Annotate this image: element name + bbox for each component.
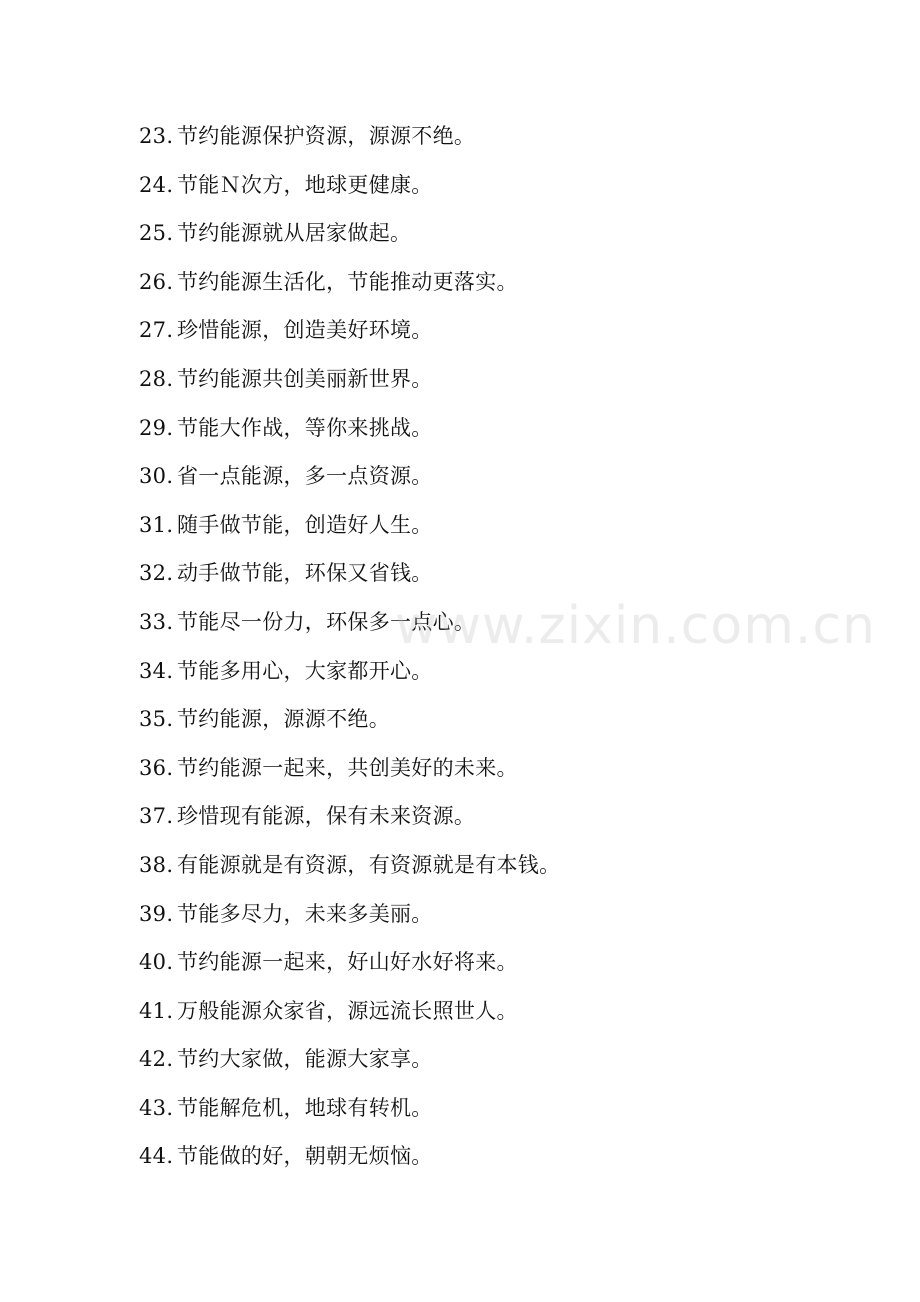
item-text: 节能尽一份力，环保多一点心。 bbox=[177, 609, 476, 634]
item-text: 节能解危机，地球有转机。 bbox=[177, 1095, 433, 1120]
item-text: 节能做的好，朝朝无烦恼。 bbox=[177, 1144, 433, 1169]
item-text: 节能多用心，大家都开心。 bbox=[177, 658, 433, 683]
item-number: 28. bbox=[139, 366, 174, 391]
item-text: 节约能源保护资源，源源不绝。 bbox=[177, 124, 476, 148]
list-item bbox=[139, 505, 560, 554]
list-item bbox=[139, 1088, 560, 1137]
item-text: 有能源就是有资源，有资源就是有本钱。 bbox=[177, 852, 561, 877]
list-item bbox=[139, 602, 560, 651]
list-item bbox=[139, 748, 560, 797]
item-number: 35. bbox=[139, 707, 174, 732]
item-text: 节约大家做，能源大家享。 bbox=[177, 1047, 433, 1072]
list-item bbox=[139, 310, 560, 359]
list-item bbox=[139, 651, 560, 700]
item-number: 29. bbox=[139, 415, 174, 440]
slogan-list bbox=[139, 116, 560, 1185]
list-item bbox=[139, 845, 560, 894]
list-item bbox=[139, 262, 560, 311]
list-item bbox=[139, 942, 560, 991]
item-number: 40. bbox=[139, 950, 174, 975]
item-number: 24. bbox=[139, 172, 174, 197]
item-number: 34. bbox=[139, 658, 174, 683]
list-item bbox=[139, 699, 560, 748]
item-number: 39. bbox=[139, 901, 174, 926]
item-number: 32. bbox=[139, 561, 174, 586]
item-text: 珍惜能源，创造美好环境。 bbox=[177, 318, 433, 343]
item-number: 37. bbox=[139, 804, 174, 829]
list-item bbox=[139, 359, 560, 408]
item-number: 41. bbox=[139, 998, 174, 1023]
item-number: 43. bbox=[139, 1095, 174, 1120]
item-text: 节约能源共创美丽新世界。 bbox=[177, 366, 433, 391]
item-number: 26. bbox=[139, 269, 174, 294]
item-number: 44. bbox=[139, 1144, 174, 1169]
item-text: 随手做节能，创造好人生。 bbox=[177, 512, 433, 537]
list-item bbox=[139, 116, 560, 165]
list-item bbox=[139, 165, 560, 214]
item-number: 23. bbox=[139, 124, 174, 148]
item-text: 珍惜现有能源，保有未来资源。 bbox=[177, 804, 476, 829]
item-text: 节能大作战，等你来挑战。 bbox=[177, 415, 433, 440]
item-number: 36. bbox=[139, 755, 174, 780]
list-item bbox=[139, 1039, 560, 1088]
item-text: 节约能源一起来，共创美好的未来。 bbox=[177, 755, 518, 780]
list-item bbox=[139, 213, 560, 262]
item-text: 节约能源一起来，好山好水好将来。 bbox=[177, 950, 518, 975]
list-item bbox=[139, 796, 560, 845]
item-number: 33. bbox=[139, 609, 174, 634]
item-number: 27. bbox=[139, 318, 174, 343]
list-item bbox=[139, 991, 560, 1040]
list-item bbox=[139, 1136, 560, 1185]
list-item bbox=[139, 894, 560, 943]
item-text: 节能多尽力，未来多美丽。 bbox=[177, 901, 433, 926]
item-number: 30. bbox=[139, 464, 174, 489]
item-number: 42. bbox=[139, 1047, 174, 1072]
list-item bbox=[139, 456, 560, 505]
item-text: 节能Ｎ次方，地球更健康。 bbox=[177, 172, 433, 197]
item-number: 25. bbox=[139, 221, 174, 246]
list-item bbox=[139, 408, 560, 457]
watermark-text: www.zixin.com.cn bbox=[395, 596, 876, 656]
item-text: 省一点能源，多一点资源。 bbox=[177, 464, 433, 489]
item-number: 38. bbox=[139, 852, 174, 877]
item-text: 节约能源，源源不绝。 bbox=[177, 707, 390, 732]
item-number: 31. bbox=[139, 512, 174, 537]
list-item bbox=[139, 553, 560, 602]
item-text: 节约能源就从居家做起。 bbox=[177, 221, 412, 246]
item-text: 动手做节能，环保又省钱。 bbox=[177, 561, 433, 586]
item-text: 节约能源生活化，节能推动更落实。 bbox=[177, 269, 518, 294]
item-text: 万般能源众家省，源远流长照世人。 bbox=[177, 998, 518, 1023]
